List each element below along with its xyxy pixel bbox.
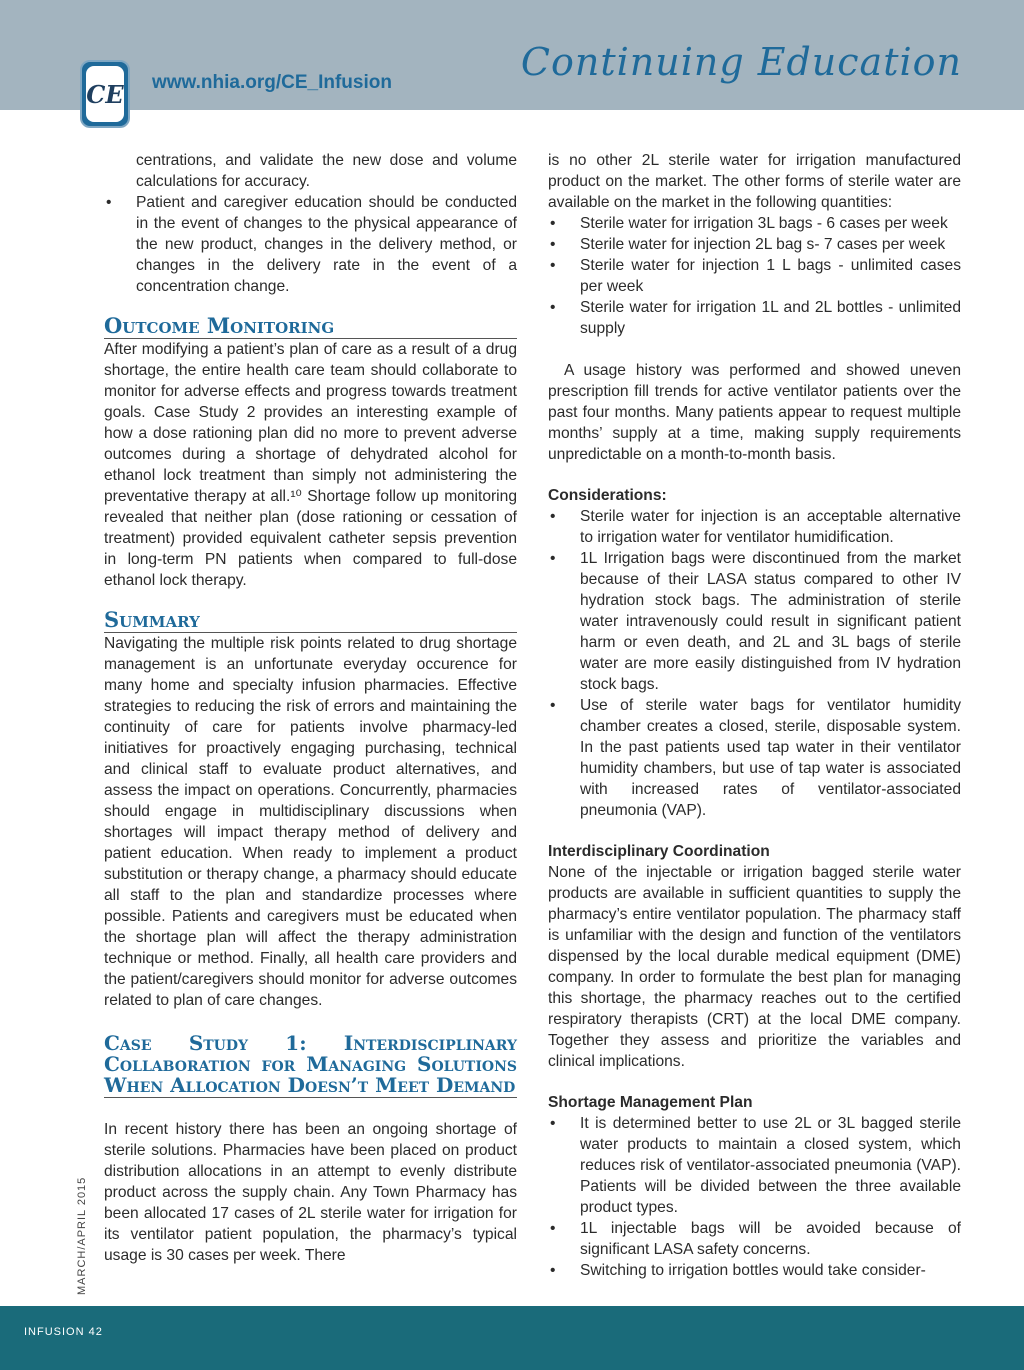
list-item: • Sterile water for injection 2L bag s- 7 cases per week <box>548 234 961 255</box>
list-item: • Sterile water for injection 1 L bags - unlimited cases per week <box>548 255 961 297</box>
considerations-list <box>548 506 961 821</box>
list-item: • Switching to irrigation bottles would take consider- <box>548 1260 961 1281</box>
list-item: • 1L injectable bags will be avoided because of significant LASA safety concerns. <box>548 1218 961 1260</box>
issue-date: MARCH/APRIL 2015 <box>76 1176 88 1295</box>
list-item: • Patient and caregiver education should be conducted in the event of changes to the physical appearance of the new product, changes in the delivery method, or changes in the delivery rate in the event of a concentration change. <box>104 192 517 297</box>
right-column <box>548 150 961 1281</box>
list-item: • Sterile water for irrigation 1L and 2L bottles - unlimited supply <box>548 297 961 339</box>
coordination-text: None of the injectable or irrigation bagged sterile water products are available in sufficient quantities to supply the pharmacy’s entire ventilator population. The pharmacy staff is unfamiliar with the design and function of the ventilators dispensed by the local durable medical equipment (DME) company. In order to formulate the best plan for managing this shortage, the pharmacy reaches out to the certified respiratory therapists (CRT) at the local DME company. Together they assess and prioritize the variables and clinical implications. <box>548 864 961 1070</box>
list-item: • 1L Irrigation bags were discontinued from the market because of their LASA status compared to other IV hydration stock bags. The administration of sterile water intravenously could result in significant patient harm or even death, and 2L and 3L bags of sterile water are more easily distinguished from IV hydration stock bags. <box>548 548 961 695</box>
considerations-heading: Considerations: <box>548 487 667 504</box>
page-footer <box>0 1306 1024 1370</box>
page-header <box>0 0 1024 110</box>
continued-bullet-text: centrations, and validate the new dose and volume calculations for accuracy. <box>136 152 517 190</box>
list-item: • Sterile water for irrigation 3L bags - 6 cases per week <box>548 213 961 234</box>
summary-text: Navigating the multiple risk points related to drug shortage management is an unfortunate everyday occurence for many home and specialty infusion pharmacies. Effective strategies to reducing the risk of errors and maintaining the continuity of care for patients involve pharmacy-led initiatives for proactively engaging purchasing, technical and clinical staff to evaluate product alternatives, and assess the impact on operations. Concurrently, pharmacies should engage in multidisciplinary discussions when shortages will impact therapy method of delivery and patient education. When ready to implement a product substitution or therapy change, a pharmacy should educate all staff to the plan and standardize processes where possible. Patients and caregivers must be educated when the shortage plan will affect the therapy administration technique or method. Finally, all health care providers and the patient/caregivers should monitor for adverse outcomes related to plan of care changes. <box>104 635 517 1009</box>
summary-heading: Summary <box>104 609 517 633</box>
list-item: • Sterile water for injection is an acceptable alternative to irrigation water for ventilator humidification. <box>548 506 961 548</box>
usage-history-text: A usage history was performed and showed uneven prescription fill trends for active ventilator patients over the past four months. Many patients appear to request multiple months’ supply at a time, making supply requirements unpredictable on a month-to-month basis. <box>548 362 961 463</box>
outcome-monitoring-heading: Outcome Monitoring <box>104 315 517 339</box>
plan-list <box>548 1113 961 1281</box>
section-title: Continuing Education <box>520 40 962 84</box>
coordination-heading: Interdisciplinary Coordination <box>548 843 770 860</box>
plan-heading: Shortage Management Plan <box>548 1094 753 1111</box>
case-study-heading: Case Study 1: Interdisciplinary Collaboration for Managing Solutions When Allocation Doesn’t Meet Demand <box>104 1031 517 1097</box>
website-url[interactable]: www.nhia.org/CE_Infusion <box>152 72 392 93</box>
supply-list <box>548 213 961 339</box>
page-number: INFUSION 42 <box>24 1326 103 1338</box>
left-bullet-list <box>104 192 517 297</box>
left-column <box>104 150 517 1266</box>
list-item: • Use of sterile water bags for ventilator humidity chamber creates a closed, sterile, disposable system. In the past patients used tap water in their ventilator humidity chambers, but use of tap water is associated with increased rates of ventilator-associated pneumonia (VAP). <box>548 695 961 821</box>
list-item: • It is determined better to use 2L or 3L bagged sterile water products to maintain a closed system, which reduces risk of ventilator-associated pneumonia (VAP). Patients will be divided between the three available product types. <box>548 1113 961 1218</box>
outcome-monitoring-text: After modifying a patient’s plan of care as a result of a drug shortage, the entire health care team should collaborate to monitor for adverse effects and progress towards treatment goals. Case Study 2 provides an interesting example of how a dose rationing plan did no more to prevent adverse outcomes during a shortage of dehydrated alcohol for ethanol lock treatment than simply not administering the preventative therapy at all.¹⁰ Shortage follow up monitoring revealed that neither plan (dose rationing or cessation of treatment) provided equivalent catheter sepsis prevention in long-term PN patients when compared to full-dose ethanol lock therapy. <box>104 341 517 589</box>
ce-logo-mark: CE <box>86 66 124 122</box>
supply-intro-text: is no other 2L sterile water for irrigation manufactured product on the market. The other forms of sterile water are available on the market in the following quantities: <box>548 152 961 211</box>
ce-logo <box>80 60 130 128</box>
case-study-text: In recent history there has been an ongoing shortage of sterile solutions. Pharmacies have been placed on product distribution allocations in an attempt to evenly distribute product across the supply chain. Any Town Pharmacy has been allocated 17 cases of 2L sterile water for irrigation for its ventilator patient population, the pharmacy’s typical usage is 30 cases per week. There <box>104 1121 517 1264</box>
